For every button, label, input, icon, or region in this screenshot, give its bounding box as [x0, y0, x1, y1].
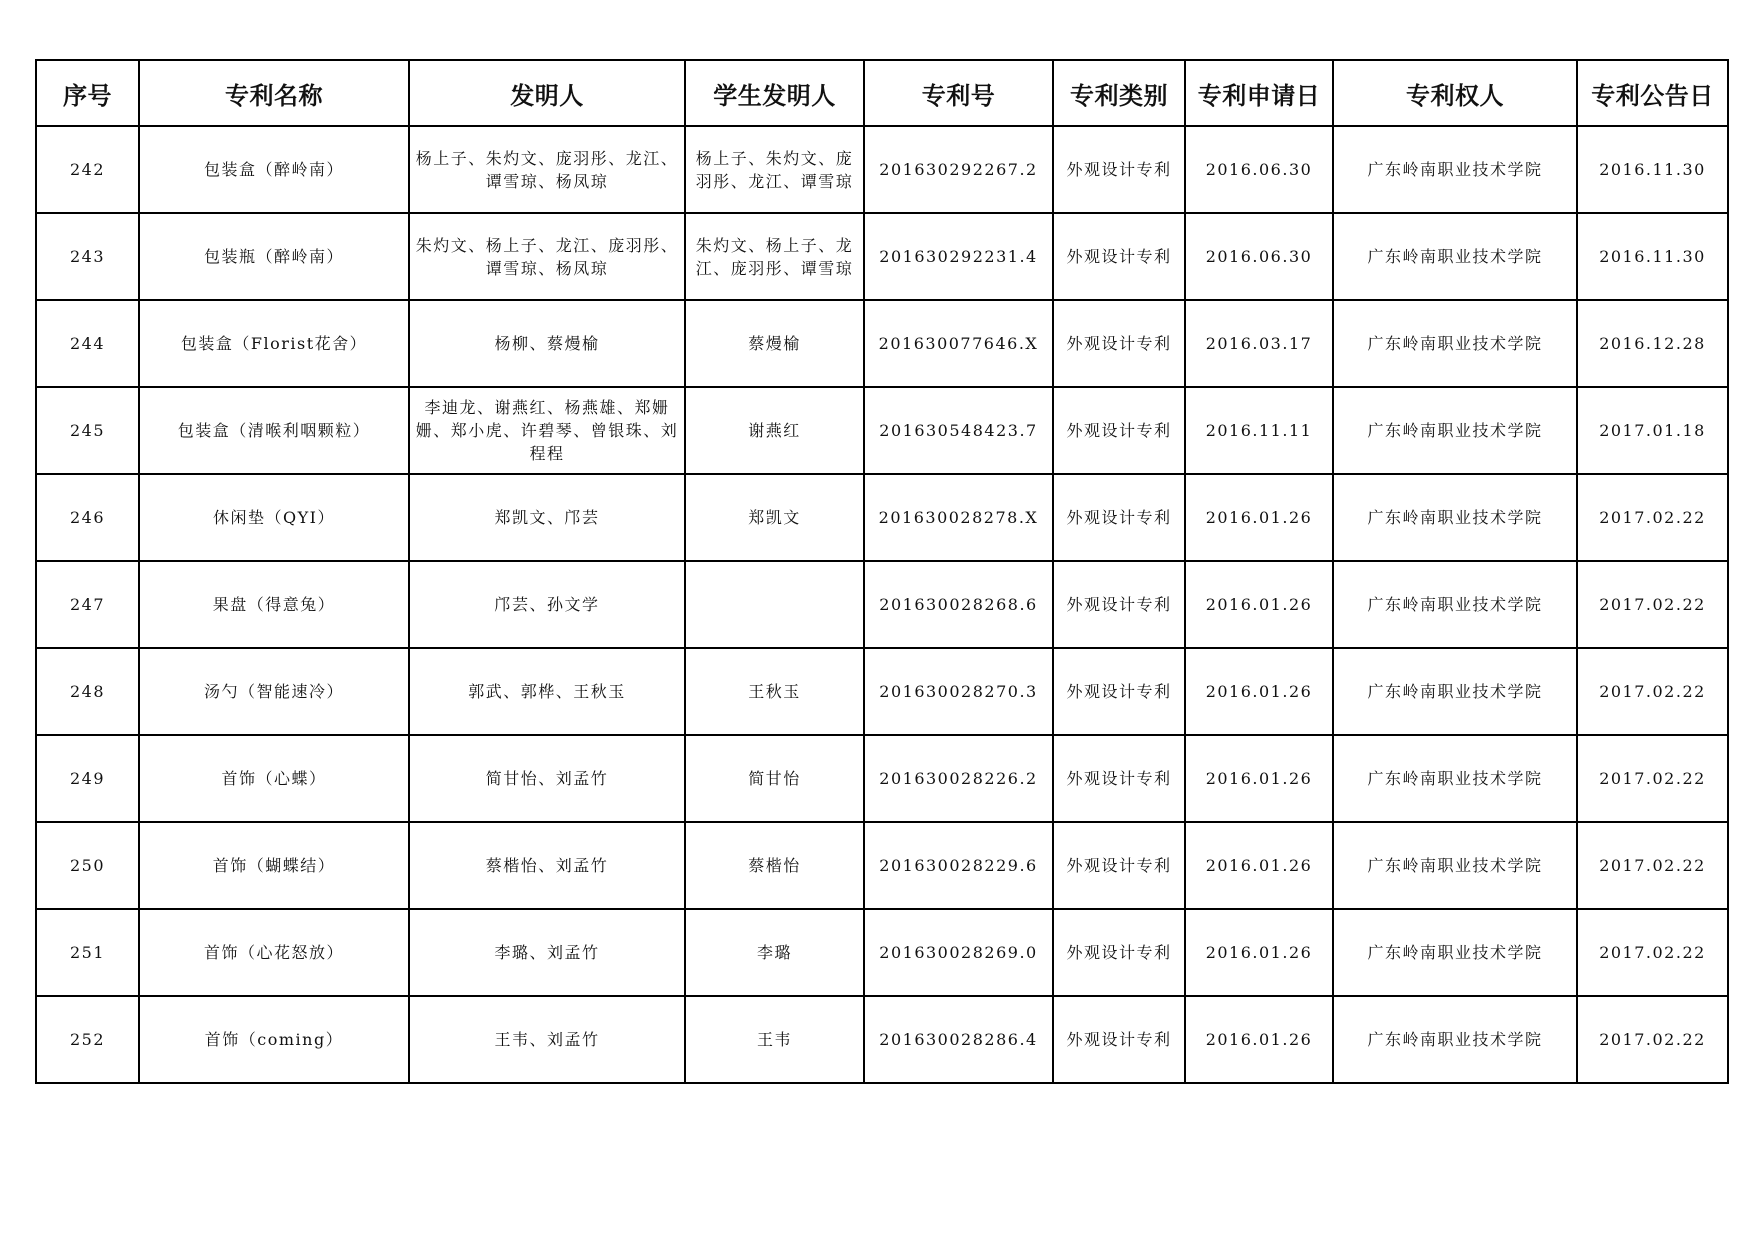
cell-patent-no: 201630292267.2 [864, 126, 1053, 213]
cell-category: 外观设计专利 [1053, 387, 1185, 474]
table-row [36, 387, 1728, 474]
cell-name: 汤勺（智能速冷） [139, 648, 409, 735]
cell-no: 245 [36, 387, 139, 474]
cell-no: 251 [36, 909, 139, 996]
cell-no: 246 [36, 474, 139, 561]
cell-publish-date: 2017.02.22 [1577, 648, 1728, 735]
table-row [36, 300, 1728, 387]
cell-publish-date: 2017.02.22 [1577, 996, 1728, 1083]
cell-publish-date: 2017.02.22 [1577, 561, 1728, 648]
cell-name: 包装盒（清喉利咽颗粒） [139, 387, 409, 474]
cell-patent-no: 201630028278.X [864, 474, 1053, 561]
cell-inventors: 李迪龙、谢燕红、杨燕雄、郑姗姗、郑小虎、许碧琴、曾银珠、刘程程 [409, 387, 685, 474]
cell-owner: 广东岭南职业技术学院 [1333, 735, 1577, 822]
cell-apply-date: 2016.06.30 [1185, 213, 1333, 300]
cell-inventors: 杨柳、蔡熳榆 [409, 300, 685, 387]
cell-publish-date: 2016.11.30 [1577, 126, 1728, 213]
header-cell-inventors: 发明人 [409, 60, 685, 126]
header-cell-owner: 专利权人 [1333, 60, 1577, 126]
cell-name: 首饰（蝴蝶结） [139, 822, 409, 909]
cell-no: 247 [36, 561, 139, 648]
table-row [36, 909, 1728, 996]
cell-name: 包装瓶（醉岭南） [139, 213, 409, 300]
cell-name: 首饰（心花怒放） [139, 909, 409, 996]
cell-inventors: 杨上子、朱灼文、庞羽彤、龙江、谭雪琼、杨凤琼 [409, 126, 685, 213]
cell-category: 外观设计专利 [1053, 213, 1185, 300]
table-row [36, 474, 1728, 561]
cell-students [685, 561, 864, 648]
cell-inventors: 李璐、刘孟竹 [409, 909, 685, 996]
cell-inventors: 朱灼文、杨上子、龙江、庞羽彤、谭雪琼、杨凤琼 [409, 213, 685, 300]
cell-name: 果盘（得意兔） [139, 561, 409, 648]
cell-students: 蔡熳榆 [685, 300, 864, 387]
cell-owner: 广东岭南职业技术学院 [1333, 387, 1577, 474]
cell-no: 249 [36, 735, 139, 822]
table-row [36, 561, 1728, 648]
cell-category: 外观设计专利 [1053, 474, 1185, 561]
header-cell-patent-no: 专利号 [864, 60, 1053, 126]
cell-patent-no: 201630548423.7 [864, 387, 1053, 474]
table-row [36, 126, 1728, 213]
cell-owner: 广东岭南职业技术学院 [1333, 909, 1577, 996]
cell-patent-no: 201630028268.6 [864, 561, 1053, 648]
table-row [36, 822, 1728, 909]
header-cell-name: 专利名称 [139, 60, 409, 126]
cell-publish-date: 2017.02.22 [1577, 474, 1728, 561]
cell-students: 王秋玉 [685, 648, 864, 735]
cell-category: 外观设计专利 [1053, 126, 1185, 213]
cell-apply-date: 2016.01.26 [1185, 822, 1333, 909]
cell-owner: 广东岭南职业技术学院 [1333, 996, 1577, 1083]
cell-publish-date: 2016.11.30 [1577, 213, 1728, 300]
cell-name: 首饰（coming） [139, 996, 409, 1083]
cell-students: 杨上子、朱灼文、庞羽彤、龙江、谭雪琼 [685, 126, 864, 213]
cell-students: 蔡楷怡 [685, 822, 864, 909]
cell-apply-date: 2016.01.26 [1185, 648, 1333, 735]
cell-category: 外观设计专利 [1053, 300, 1185, 387]
cell-students: 郑凯文 [685, 474, 864, 561]
cell-category: 外观设计专利 [1053, 822, 1185, 909]
cell-apply-date: 2016.11.11 [1185, 387, 1333, 474]
cell-owner: 广东岭南职业技术学院 [1333, 213, 1577, 300]
cell-publish-date: 2017.02.22 [1577, 735, 1728, 822]
cell-inventors: 简甘怡、刘孟竹 [409, 735, 685, 822]
cell-no: 243 [36, 213, 139, 300]
cell-patent-no: 201630292231.4 [864, 213, 1053, 300]
header-cell-category: 专利类别 [1053, 60, 1185, 126]
cell-category: 外观设计专利 [1053, 648, 1185, 735]
cell-apply-date: 2016.01.26 [1185, 996, 1333, 1083]
cell-patent-no: 201630028226.2 [864, 735, 1053, 822]
table-row [36, 735, 1728, 822]
cell-category: 外观设计专利 [1053, 909, 1185, 996]
cell-name: 包装盒（Florist花舍） [139, 300, 409, 387]
cell-category: 外观设计专利 [1053, 996, 1185, 1083]
cell-patent-no: 201630028269.0 [864, 909, 1053, 996]
cell-name: 包装盒（醉岭南） [139, 126, 409, 213]
header-cell-no: 序号 [36, 60, 139, 126]
cell-owner: 广东岭南职业技术学院 [1333, 126, 1577, 213]
cell-apply-date: 2016.01.26 [1185, 735, 1333, 822]
cell-students: 简甘怡 [685, 735, 864, 822]
cell-patent-no: 201630028229.6 [864, 822, 1053, 909]
cell-students: 朱灼文、杨上子、龙江、庞羽彤、谭雪琼 [685, 213, 864, 300]
cell-no: 244 [36, 300, 139, 387]
cell-owner: 广东岭南职业技术学院 [1333, 561, 1577, 648]
cell-owner: 广东岭南职业技术学院 [1333, 648, 1577, 735]
cell-no: 248 [36, 648, 139, 735]
cell-students: 王韦 [685, 996, 864, 1083]
cell-publish-date: 2017.01.18 [1577, 387, 1728, 474]
header-cell-apply-date: 专利申请日 [1185, 60, 1333, 126]
cell-inventors: 王韦、刘孟竹 [409, 996, 685, 1083]
cell-inventors: 蔡楷怡、刘孟竹 [409, 822, 685, 909]
patent-table [35, 59, 1729, 1084]
cell-students: 谢燕红 [685, 387, 864, 474]
cell-owner: 广东岭南职业技术学院 [1333, 300, 1577, 387]
cell-name: 休闲垫（QYI） [139, 474, 409, 561]
cell-no: 252 [36, 996, 139, 1083]
table-row [36, 213, 1728, 300]
cell-category: 外观设计专利 [1053, 561, 1185, 648]
cell-no: 242 [36, 126, 139, 213]
cell-owner: 广东岭南职业技术学院 [1333, 474, 1577, 561]
cell-apply-date: 2016.01.26 [1185, 561, 1333, 648]
cell-category: 外观设计专利 [1053, 735, 1185, 822]
cell-name: 首饰（心蝶） [139, 735, 409, 822]
cell-apply-date: 2016.03.17 [1185, 300, 1333, 387]
cell-apply-date: 2016.01.26 [1185, 909, 1333, 996]
cell-no: 250 [36, 822, 139, 909]
cell-patent-no: 201630077646.X [864, 300, 1053, 387]
cell-students: 李璐 [685, 909, 864, 996]
cell-patent-no: 201630028270.3 [864, 648, 1053, 735]
cell-inventors: 郑凯文、邝芸 [409, 474, 685, 561]
header-cell-students: 学生发明人 [685, 60, 864, 126]
cell-publish-date: 2017.02.22 [1577, 822, 1728, 909]
cell-patent-no: 201630028286.4 [864, 996, 1053, 1083]
cell-inventors: 邝芸、孙文学 [409, 561, 685, 648]
header-cell-publish-date: 专利公告日 [1577, 60, 1728, 126]
header-row [36, 60, 1728, 126]
cell-publish-date: 2016.12.28 [1577, 300, 1728, 387]
table-row [36, 996, 1728, 1083]
cell-inventors: 郭武、郭桦、王秋玉 [409, 648, 685, 735]
cell-publish-date: 2017.02.22 [1577, 909, 1728, 996]
cell-owner: 广东岭南职业技术学院 [1333, 822, 1577, 909]
cell-apply-date: 2016.06.30 [1185, 126, 1333, 213]
cell-apply-date: 2016.01.26 [1185, 474, 1333, 561]
table-row [36, 648, 1728, 735]
